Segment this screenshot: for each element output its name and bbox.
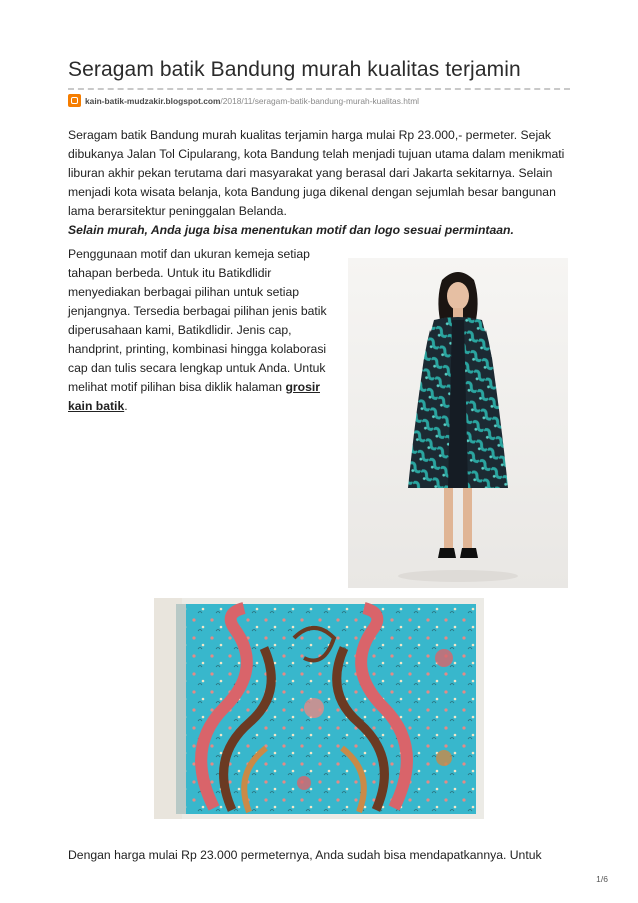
page-number: 1/6 xyxy=(596,874,608,884)
source-path: /2018/11/seragam-batik-bandung-murah-kualitas.html xyxy=(220,95,420,106)
source-link[interactable] xyxy=(85,96,419,106)
paragraph-closing: Dengan harga mulai Rp 23.000 permeternya, Anda sudah bisa mendapatkannya. Untuk xyxy=(68,848,542,862)
paragraph-intro-emphasis: Selain murah, Anda juga bisa menentukan motif dan logo sesuai permintaan. xyxy=(68,223,514,237)
paragraph-motif-text: Penggunaan motif dan ukuran kemeja setiap tahapan berbeda. Untuk itu Batikdlidir menyediakan berbagai pilihan untuk setiap jenjangnya. Tersedia berbagai pilihan jenis batik diperusahaan kami, Batikdlidir. Jenis cap, handprint, printing, kombinasi hingga kolaborasi cap dan tulis secara lengkap untuk Anda. Untuk melihat motif pilihan bisa diklik halaman xyxy=(68,247,327,394)
model-dress-photo xyxy=(348,258,568,588)
source-line xyxy=(68,94,419,107)
source-domain: kain-batik-mudzakir.blogspot.com xyxy=(85,95,221,106)
page-title: Seragam batik Bandung murah kualitas terjamin xyxy=(68,58,521,81)
paragraph-intro-text: Seragam batik Bandung murah kualitas terjamin harga mulai Rp 23.000,- permeter. Sejak dibukanya Jalan Tol Cipularang, kota Bandung telah menjadi tujuan utama dalam menikmati liburan akhir pekan terutama dari masyarakat yang berasal dari Jakarta sekitarnya. Selain menjadi kota wisata belanja, kota Bandung juga dikenal dengan sejumlah besar bangunan lama berarsitektur peninggalan Belanda. xyxy=(68,128,565,218)
grosir-kain-batik-link[interactable]: grosir kain batik xyxy=(68,380,320,413)
paragraph-motif-suffix: . xyxy=(124,399,128,413)
paragraph-intro xyxy=(68,126,573,240)
paragraph-motif xyxy=(68,245,343,416)
blogger-icon xyxy=(68,94,81,107)
batik-fabric-photo xyxy=(154,598,484,819)
title-divider xyxy=(68,88,570,90)
